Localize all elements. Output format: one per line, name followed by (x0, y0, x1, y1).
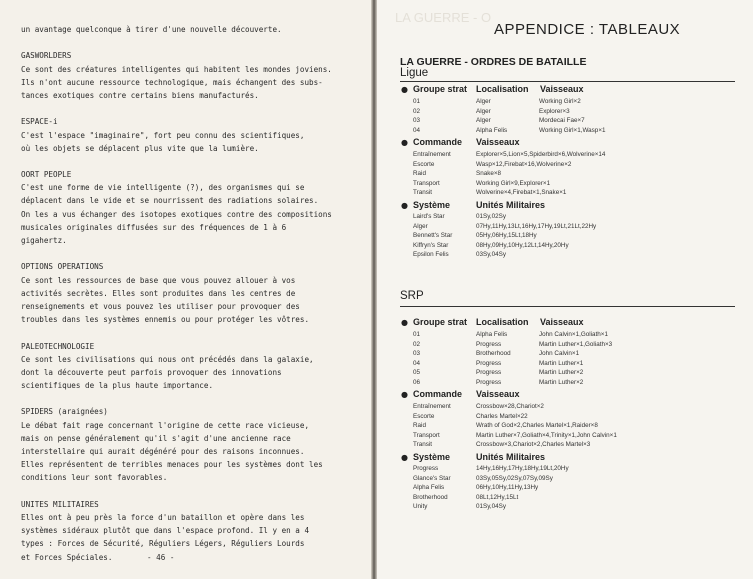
group-id: 03 (413, 350, 421, 357)
group-ships: Working Girl×2 (539, 98, 581, 105)
text-line (21, 36, 366, 49)
command-ships: Charles Martel×22 (476, 412, 528, 420)
text-line: Elles ont à peu près la force d'un bataillon et opère dans les (21, 512, 305, 522)
command-name: Transport (413, 179, 440, 187)
system-units: 06Hy,10Hy,11Hy,13Hy (476, 484, 539, 491)
page-title: APPENDICE : TABLEAUX (494, 21, 681, 38)
group-ships: Working Girl×1,Wasp×1 (539, 126, 606, 134)
group-id: 05 (413, 369, 421, 376)
system-name: Brotherhood (413, 493, 448, 501)
command-ships: Explorer×5,Lion×5,Spiderbird×6,Wolverine×14 (476, 151, 606, 158)
text-line: UNITES MILITAIRES (21, 499, 99, 509)
bleed-through-text: LA GUERRE - O (395, 10, 492, 25)
group-location: Alger (476, 117, 491, 124)
column-header: Système (413, 200, 451, 210)
command-ships: Working Girl×9,Explorer×1 (476, 179, 551, 187)
text-line: C'est l'espace "imaginaire", fort peu connu des scientifiques, (21, 130, 305, 140)
system-units: 14Hy,16Hy,17Hy,18Hy,19Lt,20Hy (476, 465, 569, 472)
group-location: Progress (476, 378, 502, 386)
text-line: interstellaire qui aurait dégénéré pour des raisons inconnues. (21, 447, 305, 456)
system-units: 07Hy,11Hy,13Lt,16Hy,17Hy,19Lt,21Lt,22Hy (476, 222, 597, 230)
column-header: Commande (413, 137, 463, 147)
page-number: - 46 - (147, 553, 175, 562)
text-line: troubles dans les systèmes ennemis ou pour protéger les vôtres. (21, 315, 310, 325)
system-units: 01Sy,04Sy (476, 503, 506, 510)
system-name: Laird's Star (413, 213, 445, 220)
group-ships: Martin Luther×2 (539, 378, 584, 386)
bullet-icon: ● (401, 390, 408, 399)
bullet-icon: ● (401, 453, 408, 462)
command-ships: Snake×8 (476, 170, 502, 177)
group-ships: John Calvin×1,Goliath×1 (539, 331, 608, 338)
group-ships: Mordecai Fae×7 (539, 117, 585, 124)
system-name: Epsilon Felis (413, 251, 449, 258)
group-ships: Martin Luther×1 (539, 359, 584, 367)
system-name: Alger (413, 222, 428, 230)
column-header: Système (413, 452, 451, 462)
command-name: Raid (413, 422, 426, 429)
group-ships: Martin Luther×1,Goliath×3 (539, 340, 613, 348)
section-title: LA GUERRE - ORDRES DE BATAILLE (400, 56, 587, 68)
command-ships: Martin Luther×7,Goliath×4,Trinity×1,John Calvin×1 (476, 431, 617, 439)
text-line: gigahertz. (21, 236, 67, 245)
column-header: Vaisseaux (476, 389, 520, 399)
group-ships: Explorer×3 (539, 107, 570, 115)
text-line: déplacent dans le vide et se nourrissent des radiations solaires. (21, 196, 319, 206)
group-ships: Martin Luther×2 (539, 369, 584, 376)
text-line: conditions leur sont favorables. (21, 473, 168, 483)
text-line: renseignements et vous pouvez les utiliser pour provoquer des (21, 301, 300, 311)
group-id: 02 (413, 340, 421, 348)
text-line: Le débat fait rage concernant l'origine de cette race vicieuse, (21, 420, 310, 430)
system-units: 03Sy,04Sy (476, 251, 506, 258)
text-line (21, 392, 366, 405)
column-header: Unités Militaires (476, 452, 546, 462)
command-name: Escorte (413, 160, 435, 168)
bullet-icon: ● (401, 318, 408, 327)
column-header: Localisation (476, 317, 529, 327)
bullet-icon: ● (401, 201, 408, 210)
command-ships: Crossbow×3,Chariot×2,Charles Martel×3 (476, 441, 591, 448)
text-line: Ils n'ont aucune ressource technologique, mais échangent des subs- (21, 77, 323, 87)
column-header: Vaisseaux (540, 84, 584, 94)
text-line (21, 485, 366, 498)
group-location: Alger (476, 98, 491, 105)
group-ships: John Calvin×1 (539, 350, 580, 357)
group-location: Brotherhood (476, 350, 511, 357)
divider (400, 81, 735, 82)
group-location: Alpha Felis (476, 126, 508, 134)
column-header: Unités Militaires (476, 200, 546, 210)
text-line: Ce sont des créatures intelligentes qui habitent les mondes joviens. (21, 64, 332, 74)
faction-heading-srp: SRP (400, 290, 424, 302)
command-name: Transit (413, 441, 433, 448)
group-location: Alger (476, 107, 491, 115)
text-line: C'est une forme de vie intelligente (?), des organismes qui se (21, 183, 305, 193)
text-line: Ce sont les civilisations qui nous ont précédés dans la galaxie, (21, 354, 314, 364)
text-line: tances exotiques contre certains biens manufacturés. (21, 90, 259, 100)
divider (400, 306, 735, 307)
group-id: 01 (413, 98, 421, 105)
group-location: Progress (476, 340, 502, 348)
group-location: Alpha Felis (476, 331, 508, 338)
text-line (21, 326, 366, 339)
text-line: On les a vus échanger des isotopes exotiques contre des compositions (21, 209, 332, 219)
text-line: musicales originales diffusées sur des fréquences de 1 à 6 (21, 222, 287, 232)
text-line: ESPACE-i (21, 117, 58, 127)
column-header: Localisation (476, 84, 529, 94)
command-name: Transport (413, 431, 440, 439)
text-line: dont la découverte peut parfois provoquer des innovations (21, 367, 282, 377)
text-line (21, 155, 366, 168)
column-header: Groupe strat (413, 317, 468, 327)
system-name: Bennett's Star (413, 232, 453, 239)
text-line: Ce sont les ressources de base que vous pouvez allouer à vos (21, 275, 296, 285)
command-name: Transit (413, 189, 433, 196)
column-header: Vaisseaux (476, 137, 520, 147)
group-location: Progress (476, 369, 502, 376)
system-name: Kiffryn's Star (413, 241, 449, 249)
text-line (21, 102, 366, 115)
bullet-icon: ● (401, 138, 408, 147)
system-units: 01Sy,02Sy (476, 213, 506, 220)
text-line: où les objets se déplacent plus vite que la lumière. (21, 143, 259, 153)
command-name: Escorte (413, 412, 435, 420)
text-line: mais on pense généralement qu'il s'agit d'une ancienne race (21, 433, 291, 443)
system-units: 03Sy,05Sy,02Sy,07Sy,09Sy (476, 474, 553, 482)
bullet-icon: ● (401, 85, 408, 94)
text-line: systèmes sidéraux plutôt que dans l'espace profond. Il y en a 4 (21, 526, 310, 536)
text-line: activités secrètes. Elles sont produites dans les centres de (21, 288, 296, 298)
system-units: 05Hy,06Hy,15Lt,18Hy (476, 232, 537, 239)
column-header: Commande (413, 389, 463, 399)
command-ships: Wolverine×4,Firebat×1,Snake×1 (476, 189, 567, 196)
group-id: 04 (413, 359, 421, 367)
group-id: 03 (413, 117, 421, 124)
text-line: et Forces Spéciales. (21, 552, 113, 562)
system-name: Glance's Star (413, 474, 451, 482)
group-id: 04 (413, 126, 421, 134)
command-ships: Wasp×12,Firebat×16,Wolverine×2 (476, 160, 572, 168)
group-location: Progress (476, 359, 502, 367)
text-line: OPTIONS OPERATIONS (21, 262, 104, 272)
text-line: types : Forces de Sécurité, Réguliers Légers, Réguliers Lourds (21, 539, 305, 549)
group-id: 02 (413, 107, 421, 115)
system-name: Progress (413, 465, 439, 472)
command-name: Raid (413, 170, 426, 177)
group-id: 01 (413, 331, 421, 338)
column-header: Vaisseaux (540, 317, 584, 327)
text-line: SPIDERS (araignées) (21, 407, 108, 417)
text-line (21, 247, 366, 260)
column-header: Groupe strat (413, 84, 468, 94)
system-name: Alpha Felis (413, 484, 445, 491)
system-units: 08Lt,12Hy,15Lt (476, 493, 519, 501)
left-page (0, 0, 371, 579)
command-ships: Crossbow×28,Chariot×2 (476, 403, 544, 410)
text-line: GASWORLDERS (21, 51, 72, 61)
text-line: OORT PEOPLE (21, 170, 72, 180)
group-id: 06 (413, 378, 421, 386)
command-name: Entraînement (413, 151, 451, 158)
command-ships: Wrath of God×2,Charles Martel×1,Raider×8 (476, 422, 598, 429)
glossary-text (21, 23, 366, 564)
command-name: Entraînement (413, 403, 451, 410)
system-name: Unity (413, 503, 428, 510)
text-line: PALEOTECHNOLOGIE (21, 341, 95, 351)
text-line: un avantage quelconque à tirer d'une nouvelle découverte. (21, 25, 282, 34)
text-line: scientifiques de la plus haute importance. (21, 381, 214, 391)
text-line: Elles représentent de terribles menaces pour les systèmes dont les (21, 460, 323, 470)
faction-heading-ligue: Ligue (400, 67, 429, 79)
system-units: 08Hy,09Hy,10Hy,12Lt,14Hy,20Hy (476, 241, 569, 249)
